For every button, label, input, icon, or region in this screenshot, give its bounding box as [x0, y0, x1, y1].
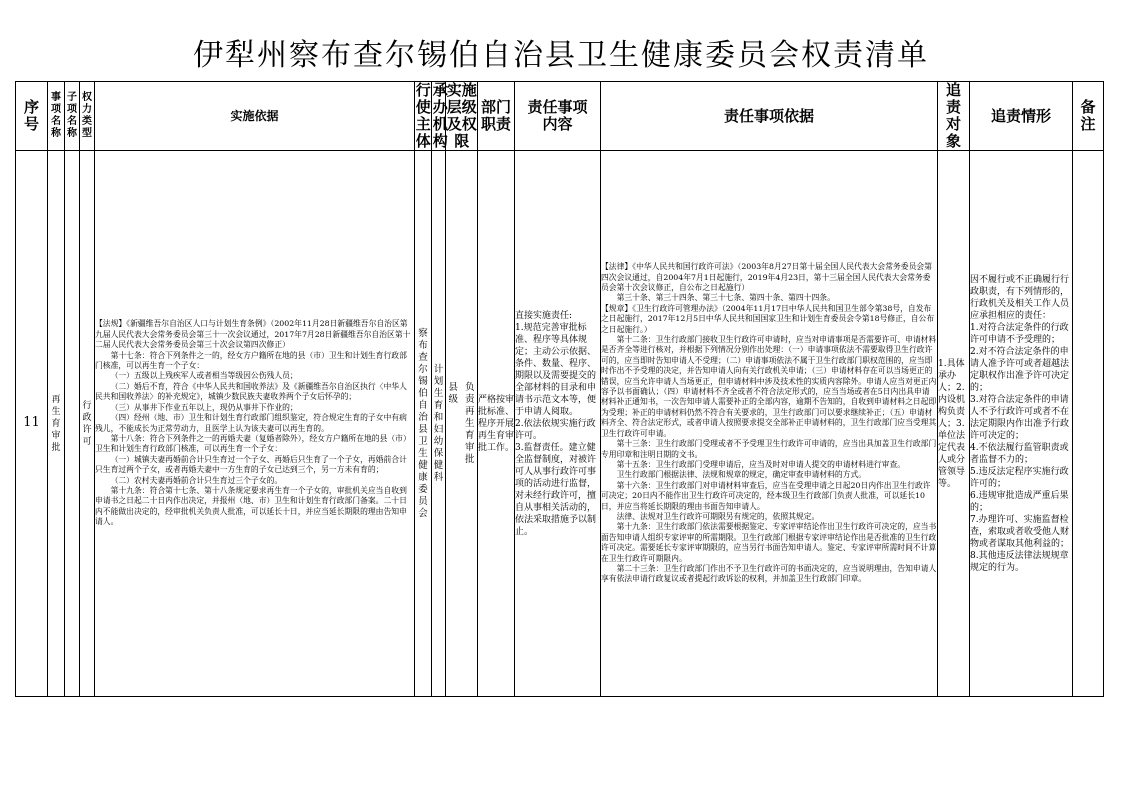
basis-para: （二）婚后不育，符合《中华人民共和国收养法》及《新疆维吾尔自治区执行〈中华人民共和国收养法〉的补充规定》，城镇少数民族夫妻收养两个子女后怀孕的； [95, 381, 407, 402]
row-power-type: 行政许可 [80, 151, 95, 697]
accountability-para: 7.办理许可、实施监督检查，索取或者收受他人财物或者谋取其他利益的； [970, 514, 1070, 549]
header-resp-content: 责任事项内容 [515, 82, 601, 151]
row-seq: 11 [16, 151, 48, 697]
header-row [16, 82, 1104, 151]
row-handler: 计划生育和妇幼保健科 [432, 151, 446, 697]
resp-basis-para: 第三十条、第三十四条、第三十七条、第四十条、第四十四条。 [616, 293, 835, 303]
basis-para: （一）五级以上残疾军人或者相当等级因公伤残人员； [110, 371, 298, 381]
row-resp-basis [601, 151, 938, 697]
row-sub-item-name [65, 151, 80, 697]
page-title: 伊犁州察布查尔锡伯自治县卫生健康委员会权责清单 [193, 38, 929, 73]
basis-para: 【法规】《新疆维吾尔自治区人口与计划生育条例》（2002年11月28日新疆维吾尔自治区第九届人民代表大会常务委员会第三十一次会议通过，2017年7月28日新疆维吾尔自治区第十二届人民代表大会常务委员会第三十次会议第四次修正） [95, 319, 411, 350]
responsibility-table [15, 81, 1104, 697]
row-accountability [970, 151, 1073, 697]
header-dept-duty: 部门职责 [478, 82, 515, 151]
accountability-para: 8.其他违反法律法规规章规定的行为。 [970, 550, 1069, 573]
resp-basis-para: 卫生行政部门根据法律、法规和规章的规定，确定审查申请材料的方式。 [616, 470, 867, 480]
accountability-para: 1.对符合法定条件的行政许可申请不予受理的； [970, 322, 1069, 345]
accountability-para: 4.不依法履行监管职责或者监督不力的； [970, 442, 1069, 465]
row-resp-content [515, 151, 601, 697]
header-accountable: 追责对象 [938, 82, 970, 151]
header-resp-basis: 责任事项依据 [601, 82, 938, 151]
resp-content-para: 2.依法依规实施行政许可。 [515, 418, 596, 441]
row-basis [95, 151, 415, 697]
row-subject: 察布查尔锡伯自治县卫生健康委员会 [415, 151, 432, 697]
resp-basis-para: 第十五条：卫生行政部门受理申请后，应当及时对申请人提交的申请材料进行审查。 [616, 459, 906, 469]
basis-para: （一）城镇夫妻再婚前合计只生育过一个子女、再婚后只生育了一个子女，再婚前合计只生育过两个子女，或者再婚夫妻中一方生育的子女已达到三个，另一方未有育的； [95, 454, 407, 475]
header-sub-item-name: 子项名称 [65, 82, 80, 151]
row-dept-duty: 严格按审批标准、程序开展再生育审批工作。 [478, 151, 515, 697]
accountability-para: 6.违规审批造成严重后果的； [970, 490, 1069, 513]
level-value: 县级 [448, 381, 458, 405]
header-subject: 行使主体 [415, 81, 431, 150]
accountability-para: 3.对符合法定条件的申请人不予行政许可或者不在法定期限内作出准予行政许可决定的； [970, 394, 1070, 441]
row-accountable: 1.具体承办人；2.内设机构负责人；3.单位法定代表人或分管领导等。 [938, 151, 970, 697]
row-item-name: 再生育审批 [48, 151, 65, 697]
accountability-para: 2.对不符合法定条件的申请人准予许可或者超越法定职权作出准予许可决定的； [970, 346, 1070, 393]
resp-content-para: 直接实施责任: [515, 310, 573, 321]
row-level [446, 151, 478, 697]
header-remark: 备注 [1073, 82, 1104, 151]
resp-basis-para: 第十二条：卫生行政部门接收卫生行政许可申请时，应当对申请事项是否需要许可、申请材料是否齐全等进行核对，并根据下列情况分别作出处理：（一）申请事项依法不需要取得卫生行政许可的，应当即时告知申请人不受理；（二）申请事项依法不属于卫生行政部门职权范围的，应当即时作出不予受理的决定，并告知申请人向有关行政机关申请；（三）申请材料存在可以当场更正的错误，应当允许申请人当场更正，但申请材料中涉及技术性的实质内容除外。申请人应当对更正内容予以书面确认；（四）申请材料不齐全或者不符合法定形式的，应当当场或者在5日内出具申请材料补正通知书，一次告知申请人需要补正的全部内容，逾期不告知的，自收到申请材料之日起即为受理；补正的申请材料仍然不符合有关要求的，卫生行政部门可以要求继续补正；（五）申请材料齐全、符合法定形式，或者申请人按照要求提交全部补正申请材料的，卫生行政部门应当受理其卫生行政许可申请。 [601, 335, 937, 438]
basis-para: 第十八条：符合下列条件之一的再婚夫妻（复婚者除外），经女方户籍所在地的县（市）卫生和计划生育行政部门核准，可以再生育一个子女： [95, 433, 411, 454]
resp-basis-para: 第十六条：卫生行政部门对申请材料审查后，应当在受理申请之日起20日内作出卫生行政许可决定；20日内不能作出卫生行政许可决定的，经本级卫生行政部门负责人批准，可以延长10日，并应当将延长期限的理由书面告知申请人。 [601, 480, 931, 511]
header-handler: 承办机构 [432, 81, 448, 150]
table-row [16, 151, 1104, 697]
header-basis: 实施依据 [95, 82, 415, 151]
basis-para: 第十七条：符合下列条件之一的，经女方户籍所在地的县（市）卫生和计划生育行政部门核准，可以再生育一个子女： [95, 350, 407, 371]
accountability-para: 因不履行或不正确履行行政职责，有下列情形的，行政机关及相关工作人员应承担相应的责任： [970, 274, 1070, 321]
dept-duty-value: 负责再生育审批 [464, 381, 475, 465]
row-remark [1073, 151, 1104, 697]
header-level: 实施层级及权限 [446, 81, 477, 150]
resp-content-para: 1.规范完善审批标准、程序等具体规定；主动公示依据、条件、数量、程序、期限以及需要提交的全部材料的目录和申请书示范文本等，便于申请人阅取。 [515, 322, 597, 417]
resp-basis-para: 第十九条：卫生行政部门依法需要根据鉴定、专家评审结论作出卫生行政许可决定的，应当书面告知申请人组织专家评审的所需期限。卫生行政部门根据专家评审结论作出是否批准的卫生行政许可决定。需要延长专家评审期限的，应当另行书面告知申请人。鉴定、专家评审所需时间不计算在卫生行政许可期限内。 [601, 522, 937, 563]
resp-basis-para: 【规章】《卫生行政许可管理办法》（2004年11月17日中华人民共和国卫生部令第38号，自发布之日起施行，2017年12月5日中华人民共和国国家卫生和计划生育委员会令第18号修正，自公布之日起施行。） [601, 303, 935, 334]
resp-basis-para: 第十三条：卫生行政部门受理或者不予受理卫生行政许可申请的，应当出具加盖卫生行政部门专用印章和注明日期的文书。 [601, 439, 937, 459]
basis-para: （三）从事井下作业五年以上，现仍从事井下作业的； [110, 402, 298, 412]
header-power-type: 权力类型 [80, 82, 95, 151]
accountability-para: 5.违反法定程序实施行政许可的； [970, 466, 1069, 489]
basis-para: （二）农村夫妻再婚前合计只生育过三个子女的。 [110, 475, 283, 485]
resp-basis-para: 【法律】《中华人民共和国行政许可法》（2003年8月27日第十届全国人民代表大会常务委员会第四次会议通过，自2004年7月1日起施行，2019年4月23日，第十三届全国人民代表大会常务委员会第十次会议修正，自公布之日起施行） [601, 262, 932, 293]
basis-para: （四）经州（地、市）卫生和计划生育行政部门组织鉴定，符合规定生育的子女中有病残儿，不能成长为正常劳动力，且医学上认为该夫妻可以再生育的。 [95, 413, 407, 433]
header-seq: 序号 [16, 82, 48, 151]
basis-para: 第十九条：符合第十七条、第十八条规定要求再生育一个子女的，审批机关应当自收到申请书之日起二十日内作出决定，并报州（地、市）卫生和计划生育行政部门备案。二十日内不能做出决定的，经审批机关负责人批准，可以延长十日，并应当延长期限的理由告知申请人。 [95, 485, 407, 527]
header-accountability: 追责情形 [970, 82, 1073, 151]
resp-basis-para: 法律、法规对卫生行政许可期限另有规定的，依照其规定。 [616, 511, 820, 521]
resp-basis-para: 第二十三条：卫生行政部门作出不予卫生行政许可的书面决定的，应当说明理由，告知申请人享有依法申请行政复议或者提起行政诉讼的权利，并加盖卫生行政部门印章。 [601, 563, 937, 584]
header-item-name: 事项名称 [48, 82, 65, 151]
resp-content-para: 3.监督责任。建立健全监督制度，对被许可人从事行政许可事项的活动进行监督，对未经行政许可，擅自从事相关活动的，依法采取措施予以制止。 [515, 442, 597, 537]
